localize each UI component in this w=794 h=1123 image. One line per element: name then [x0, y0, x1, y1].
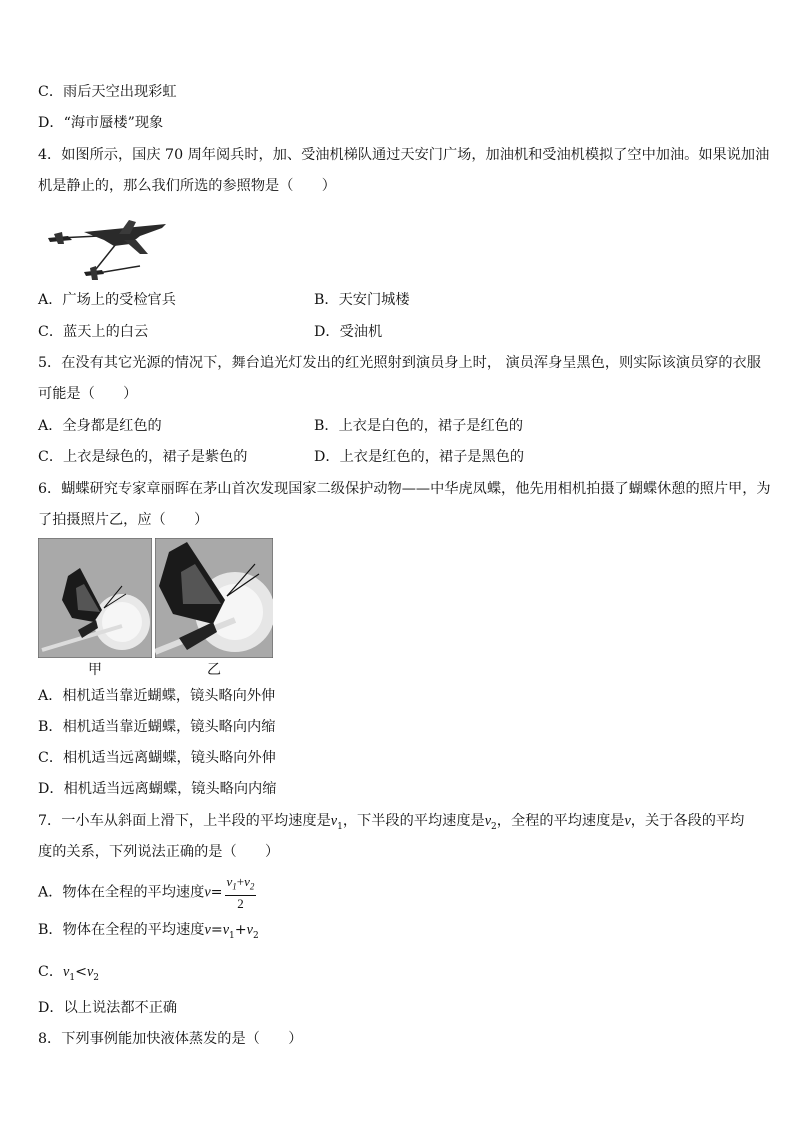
- butterfly-photo-jia: [38, 538, 152, 658]
- question-7-line2: 度的关系，下列说法正确的是（ ）: [38, 844, 280, 860]
- question-6-option-b: B．相机适当靠近蝴蝶，镜头略向内缩: [38, 719, 276, 735]
- question-5-line2: 可能是（ ）: [38, 386, 138, 402]
- fraction-v1-plus-v2-over-2: $\frac{v_1+v_2}{2}$: [226, 874, 255, 911]
- butterfly-photo-yi: [155, 538, 273, 658]
- question-4-option-c: C．蓝天上的白云: [38, 324, 149, 340]
- question-6-line1: 6．蝴蝶研究专家章丽晖在茅山首次发现国家二级保护动物——中华虎凤蝶，他先用相机拍摄了蝴蝶休憩的照片甲，为: [38, 481, 771, 497]
- question-5-option-c: C．上衣是绿色的，裙子是紫色的: [38, 449, 248, 465]
- question-6-option-c: C．相机适当远离蝴蝶，镜头略向外伸: [38, 750, 276, 766]
- refueling-aircraft-image: [44, 214, 170, 282]
- question-8-line1: 8．下列事例能加快液体蒸发的是（ ）: [38, 1031, 303, 1047]
- question-6-line2: 了拍摄照片乙，应（ ）: [38, 512, 209, 528]
- question-4-option-a: A．广场上的受检官兵: [38, 292, 176, 308]
- question-6-option-a: A．相机适当靠近蝴蝶，镜头略向外伸: [38, 688, 276, 704]
- question-5-option-b: B．上衣是白色的，裙子是红色的: [314, 418, 524, 434]
- option-c-rainbow: C．雨后天空出现彩虹: [38, 84, 177, 100]
- question-7-option-b: B．物体在全程的平均速度$v=v_1+v_2$: [38, 922, 259, 941]
- question-4-line1: 4．如图所示，国庆 70 周年阅兵时，加、受油机梯队通过天安门广场，加油机和受油机模拟了空中加油。如果说加油: [38, 147, 770, 163]
- question-7-option-a: A．物体在全程的平均速度v= $\frac{v_1+v_2}{2}$: [38, 874, 255, 911]
- question-4-option-b: B．天安门城楼: [314, 292, 410, 308]
- question-5-option-d: D．上衣是红色的，裙子是黑色的: [314, 449, 525, 465]
- question-7-line1: 7．一小车从斜面上滑下，上半段的平均速度是$v_1$，下半段的平均速度是$v_2$，全程的平均速度是v，关于各段的平均: [38, 813, 745, 832]
- question-4-line2: 机是静止的，那么我们所选的参照物是（ ）: [38, 178, 336, 194]
- caption-yi: 乙: [207, 662, 221, 678]
- question-7-option-c: C．$v_1<v_2$: [38, 964, 100, 983]
- question-5-option-a: A．全身都是红色的: [38, 418, 162, 434]
- question-5-line1: 5．在没有其它光源的情况下，舞台追光灯发出的红光照射到演员身上时， 演员浑身呈黑色，则实际该演员穿的衣服: [38, 355, 761, 371]
- caption-jia: 甲: [88, 662, 102, 678]
- question-4-option-d: D．受油机: [314, 324, 383, 340]
- option-d-mirage: D．“海市蜃楼”现象: [38, 115, 164, 131]
- question-6-option-d: D．相机适当远离蝴蝶，镜头略向内缩: [38, 781, 277, 797]
- question-7-option-d: D．以上说法都不正确: [38, 1000, 178, 1016]
